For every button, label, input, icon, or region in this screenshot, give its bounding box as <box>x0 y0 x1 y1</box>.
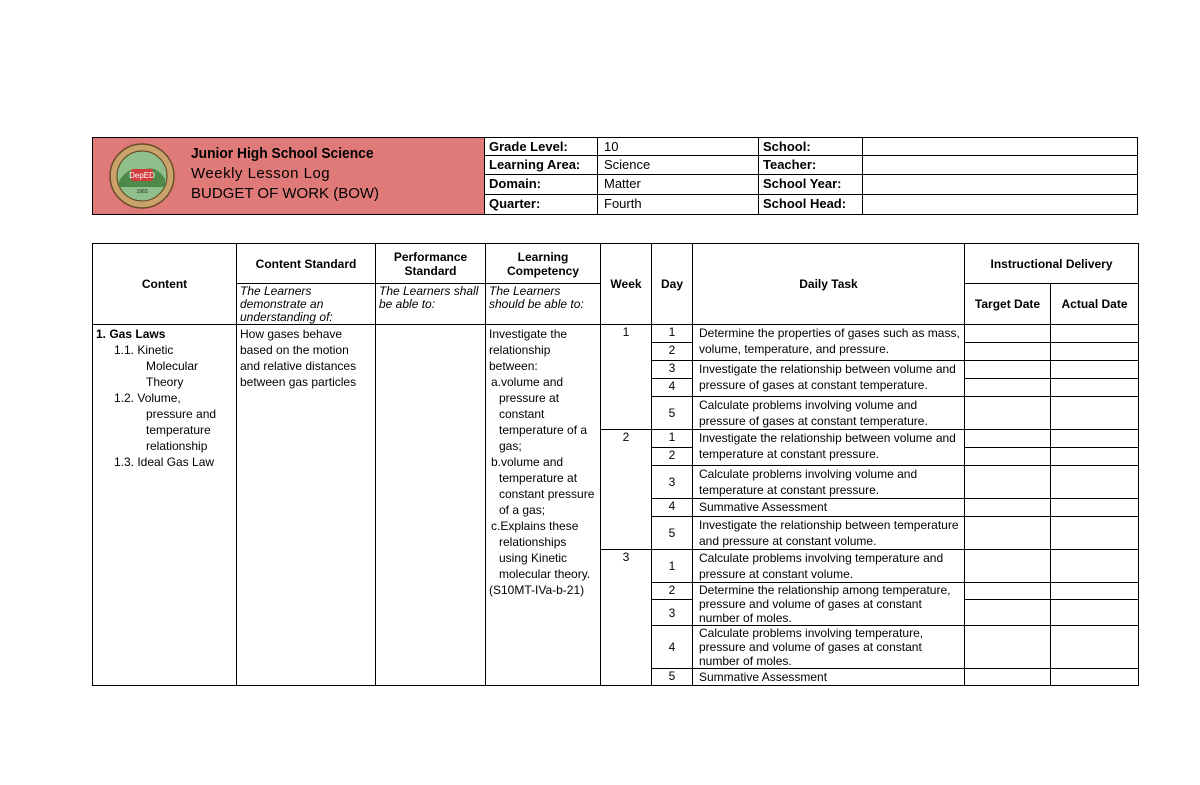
actual-date-cell[interactable] <box>1051 466 1139 499</box>
school-value[interactable] <box>863 138 1137 156</box>
daily-task-cell: Summative Assessment <box>693 669 965 686</box>
lesson-log-header <box>92 137 1138 215</box>
teacher-value[interactable] <box>863 156 1137 175</box>
grade-level-label: Grade Level: <box>485 138 598 156</box>
day-cell: 5 <box>652 517 693 550</box>
col-header-week: Week <box>601 244 652 325</box>
daily-task-cell: Investigate the relationship between volume and temperature at constant pressure. <box>693 430 965 466</box>
actual-date-cell[interactable] <box>1051 430 1139 448</box>
day-cell: 2 <box>652 583 693 600</box>
actual-date-cell[interactable] <box>1051 517 1139 550</box>
content-sub-2-line4: relationship <box>146 439 208 453</box>
col-header-learning-competency: Learning Competency <box>486 244 601 284</box>
col-header-performance-standard: Performance Standard <box>376 244 486 284</box>
title-banner <box>93 138 485 214</box>
competency-intro: Investigate the relationship between: <box>489 327 568 373</box>
col-header-daily-task: Daily Task <box>693 244 965 325</box>
domain-value[interactable]: Matter <box>598 175 759 195</box>
actual-date-cell[interactable] <box>1051 499 1139 517</box>
competency-c: c.Explains these relationships using Kinetic molecular theory. <box>491 519 591 581</box>
content-sub-1-line2: Molecular <box>146 359 199 373</box>
actual-date-cell[interactable] <box>1051 397 1139 430</box>
day-cell: 1 <box>652 430 693 448</box>
day-cell: 2 <box>652 343 693 361</box>
day-cell: 5 <box>652 397 693 430</box>
content-standard-subheader: The Learners demonstrate an understanding of: <box>237 284 376 325</box>
day-cell: 4 <box>652 499 693 517</box>
col-header-target-date: Target Date <box>965 284 1051 325</box>
actual-date-cell[interactable] <box>1051 343 1139 361</box>
quarter-value[interactable]: Fourth <box>598 195 759 214</box>
col-header-content-standard: Content Standard <box>237 244 376 284</box>
performance-standard-cell[interactable] <box>376 325 486 686</box>
svg-text:1963: 1963 <box>136 189 148 195</box>
target-date-cell[interactable] <box>965 626 1051 669</box>
content-sub-2: 1.2. Volume, <box>114 391 181 405</box>
learning-competency-cell <box>486 325 601 686</box>
content-sub-2-line3: temperature <box>146 423 211 437</box>
teacher-label: Teacher: <box>759 156 863 175</box>
day-cell: 2 <box>652 448 693 466</box>
table-row <box>93 325 1139 343</box>
competency-a: a.volume and pressure at constant temperature of a gas; <box>491 375 588 453</box>
actual-date-cell[interactable] <box>1051 550 1139 583</box>
content-standard-cell: How gases behave based on the motion and relative distances between gas particles <box>237 325 376 686</box>
performance-standard-subheader: The Learners shall be able to: <box>376 284 486 325</box>
learning-competency-subheader: The Learners should be able to: <box>486 284 601 325</box>
target-date-cell[interactable] <box>965 343 1051 361</box>
content-topic: 1. Gas Laws <box>96 327 166 341</box>
daily-task-cell: Investigate the relationship between volume and pressure of gases at constant temperature. <box>693 361 965 397</box>
day-cell: 3 <box>652 466 693 499</box>
day-cell: 3 <box>652 600 693 626</box>
competency-code: (S10MT-IVa-b-21) <box>489 583 585 597</box>
target-date-cell[interactable] <box>965 325 1051 343</box>
col-header-instructional-delivery: Instructional Delivery <box>965 244 1139 284</box>
target-date-cell[interactable] <box>965 517 1051 550</box>
day-cell: 4 <box>652 379 693 397</box>
domain-label: Domain: <box>485 175 598 195</box>
actual-date-cell[interactable] <box>1051 361 1139 379</box>
target-date-cell[interactable] <box>965 600 1051 626</box>
header-info-grid <box>485 138 1137 214</box>
quarter-label: Quarter: <box>485 195 598 214</box>
target-date-cell[interactable] <box>965 397 1051 430</box>
budget-of-work-table <box>92 243 1139 686</box>
content-sub-2-line2: pressure and <box>146 407 217 421</box>
grade-level-value[interactable]: 10 <box>598 138 759 156</box>
target-date-cell[interactable] <box>965 361 1051 379</box>
learning-area-value[interactable]: Science <box>598 156 759 175</box>
target-date-cell[interactable] <box>965 430 1051 448</box>
target-date-cell[interactable] <box>965 583 1051 600</box>
day-cell: 3 <box>652 361 693 379</box>
week-cell: 3 <box>601 550 652 686</box>
competency-b: b.volume and temperature at constant pressure of a gas; <box>491 455 595 517</box>
day-cell: 4 <box>652 626 693 669</box>
daily-task-cell: Calculate problems involving temperature and pressure at constant volume. <box>693 550 965 583</box>
col-header-content: Content <box>93 244 237 325</box>
school-label: School: <box>759 138 863 156</box>
week-cell: 2 <box>601 430 652 550</box>
title-budget-of-work: BUDGET OF WORK (BOW) <box>191 185 380 202</box>
daily-task-cell: Calculate problems involving volume and temperature at constant pressure. <box>693 466 965 499</box>
content-cell <box>93 325 237 686</box>
actual-date-cell[interactable] <box>1051 626 1139 669</box>
daily-task-cell: Determine the properties of gases such as mass, volume, temperature, and pressure. <box>693 325 965 361</box>
school-seal-logo <box>109 143 175 209</box>
daily-task-cell: Calculate problems involving volume and pressure of gases at constant temperature. <box>693 397 965 430</box>
daily-task-cell: Determine the relationship among temperature, pressure and volume of gases at constant number of moles. <box>693 583 965 626</box>
col-header-actual-date: Actual Date <box>1051 284 1139 325</box>
actual-date-cell[interactable] <box>1051 379 1139 397</box>
target-date-cell[interactable] <box>965 379 1051 397</box>
target-date-cell[interactable] <box>965 466 1051 499</box>
content-sub-1: 1.1. Kinetic <box>114 343 174 357</box>
day-cell: 1 <box>652 325 693 343</box>
day-cell: 1 <box>652 550 693 583</box>
school-head-label: School Head: <box>759 195 863 214</box>
svg-text:DepED: DepED <box>129 171 155 180</box>
target-date-cell[interactable] <box>965 448 1051 466</box>
day-cell: 5 <box>652 669 693 686</box>
daily-task-cell: Summative Assessment <box>693 499 965 517</box>
learning-area-label: Learning Area: <box>485 156 598 175</box>
col-header-day: Day <box>652 244 693 325</box>
school-head-value[interactable] <box>863 195 1137 214</box>
week-cell: 1 <box>601 325 652 430</box>
target-date-cell[interactable] <box>965 550 1051 583</box>
school-year-value[interactable] <box>863 175 1137 195</box>
content-sub-3: 1.3. Ideal Gas Law <box>114 455 215 469</box>
target-date-cell[interactable] <box>965 499 1051 517</box>
actual-date-cell[interactable] <box>1051 583 1139 600</box>
actual-date-cell[interactable] <box>1051 325 1139 343</box>
actual-date-cell[interactable] <box>1051 448 1139 466</box>
daily-task-cell: Calculate problems involving temperature, pressure and volume of gases at constant number of moles. <box>693 626 965 669</box>
title-junior-high: Junior High School Science <box>191 145 374 162</box>
school-year-label: School Year: <box>759 175 863 195</box>
target-date-cell[interactable] <box>965 669 1051 686</box>
actual-date-cell[interactable] <box>1051 600 1139 626</box>
actual-date-cell[interactable] <box>1051 669 1139 686</box>
daily-task-cell: Investigate the relationship between temperature and pressure at constant volume. <box>693 517 965 550</box>
title-weekly-log: Weekly Lesson Log <box>191 165 331 182</box>
content-sub-1-line3: Theory <box>146 375 184 389</box>
